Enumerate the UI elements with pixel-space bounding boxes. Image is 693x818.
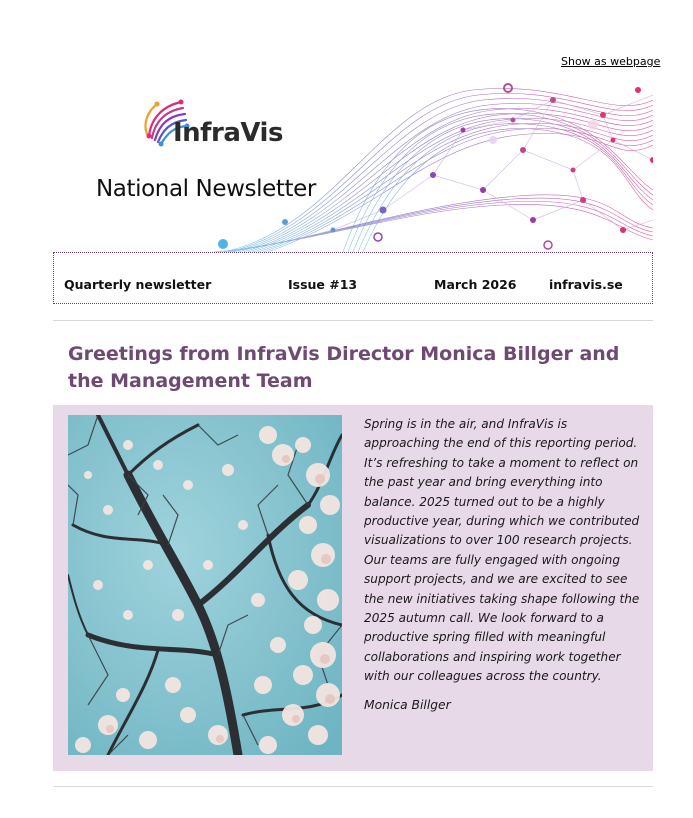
article-panel xyxy=(53,405,653,771)
show-as-webpage-link[interactable]: Show as webpage xyxy=(561,55,661,68)
article-body: Spring is in the air, and InfraVis is approaching the end of this reporting period. It’s refreshing to take a moment to reflect on the past year and bring everything into balance. 2025 turned out to be a highly productive year, during which we contributed visualizations to over 100 research projects. Our teams are fully engaged with ongoing support projects, and we are excited to see the new initiatives taking shape following the 2025 autumn call. We look forward to a productive spring filled with meaningful collaborations and inspiring work together with our colleagues across the country. xyxy=(364,417,640,684)
magnolia-tree-photo xyxy=(68,415,342,755)
newsletter-header xyxy=(53,80,653,252)
article-title: Greetings from InfraVis Director Monica Billger and the Management Team xyxy=(68,343,620,392)
issue-date: March 2026 xyxy=(434,277,517,292)
logo-wordmark: InfraVis xyxy=(173,118,283,148)
newsletter-info-bar xyxy=(53,252,653,304)
website-link[interactable]: infravis.se xyxy=(549,277,623,292)
newsletter-title: National Newsletter xyxy=(96,176,316,202)
magnolia-tree-image xyxy=(68,415,342,755)
newsletter-type: Quarterly newsletter xyxy=(64,277,212,292)
divider xyxy=(53,320,653,321)
article-signature: Monica Billger xyxy=(364,698,451,712)
infravis-logo xyxy=(139,94,289,156)
issue-number: Issue #13 xyxy=(288,277,358,292)
divider-bottom xyxy=(53,786,653,787)
